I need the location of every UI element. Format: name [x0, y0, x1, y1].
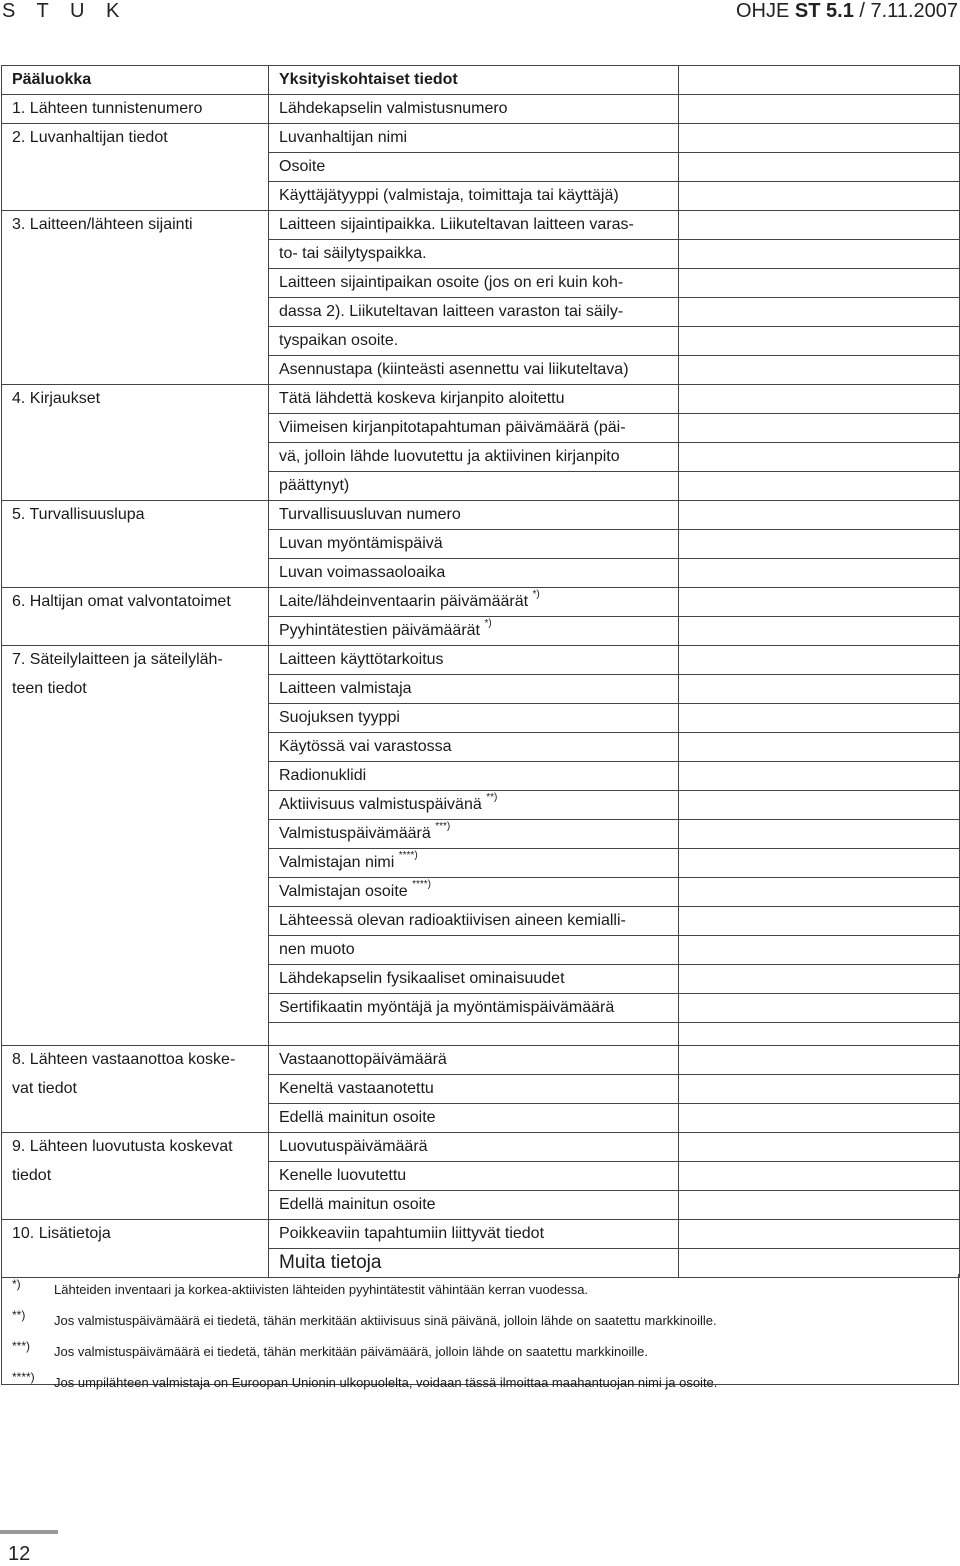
- main-class-cell: vat tiedot: [2, 1075, 269, 1104]
- detail-text: Edellä mainitun osoite: [279, 1196, 436, 1213]
- main-class-cell: [2, 907, 269, 936]
- blank-cell: [679, 820, 960, 849]
- table-row: [2, 530, 960, 559]
- table-row: [2, 733, 960, 762]
- detail-text: tyspaikan osoite.: [279, 332, 399, 349]
- main-class-cell: 9. Lähteen luovutusta koskevat: [2, 1133, 269, 1162]
- table-row: [2, 182, 960, 211]
- blank-cell: [679, 965, 960, 994]
- detail-text: päättynyt): [279, 477, 350, 494]
- main-class-cell: [2, 994, 269, 1023]
- spacer-cell: [269, 1023, 679, 1046]
- main-class-cell: [2, 559, 269, 588]
- main-class-cell: [2, 1191, 269, 1220]
- detail-cell: [269, 124, 679, 153]
- footnote-text: Lähteiden inventaari ja korkea-aktiivisten lähteiden pyyhintätestit vähintään kerran vuodessa.: [54, 1282, 589, 1297]
- blank-cell: [679, 936, 960, 965]
- table-row: [2, 356, 960, 385]
- main-class-cell: [2, 414, 269, 443]
- table-row: [2, 1133, 960, 1162]
- blank-cell: [679, 211, 960, 240]
- blank-cell: [679, 1046, 960, 1075]
- table-row: [2, 1162, 960, 1191]
- main-class-cell: 1. Lähteen tunnistenumero: [2, 95, 269, 124]
- main-class-cell: 7. Säteilylaitteen ja säteilyläh-: [2, 646, 269, 675]
- footnote-text: Jos valmistuspäivämäärä ei tiedetä, tähän merkitään päivämäärä, jolloin lähde on saatettu markkinoille.: [54, 1344, 648, 1359]
- detail-text: Lähteessä olevan radioaktiivisen aineen kemialli-: [279, 912, 626, 929]
- main-class-cell: teen tiedot: [2, 675, 269, 704]
- footnote-row: [2, 1367, 958, 1398]
- detail-cell: [269, 182, 679, 211]
- table-row: [2, 211, 960, 240]
- blank-cell: [679, 530, 960, 559]
- detail-text: vä, jolloin lähde luovutettu ja aktiivinen kirjanpito: [279, 448, 620, 465]
- detail-text: Laitteen valmistaja: [279, 680, 412, 697]
- table-row: [2, 240, 960, 269]
- footnote-row: [2, 1305, 958, 1336]
- table-row: [2, 820, 960, 849]
- detail-text: Luvanhaltijan nimi: [279, 129, 408, 146]
- main-class-cell: tiedot: [2, 1162, 269, 1191]
- footnote-ref: ****): [412, 879, 432, 890]
- blank-cell: [679, 356, 960, 385]
- blank-cell: [679, 501, 960, 530]
- detail-cell: [269, 791, 679, 820]
- main-class-cell: [2, 530, 269, 559]
- detail-cell: [269, 704, 679, 733]
- footnotes-table: [2, 1274, 958, 1398]
- footnote-ref: ****): [398, 850, 418, 861]
- blank-cell: [679, 298, 960, 327]
- main-class-cell: [2, 704, 269, 733]
- blank-cell: [679, 443, 960, 472]
- table-row: [2, 762, 960, 791]
- main-class-cell: [2, 849, 269, 878]
- footnote-text: Jos valmistuspäivämäärä ei tiedetä, tähän merkitään aktiivisuus sinä päivänä, jolloin lähde on saatettu markkinoille.: [54, 1313, 717, 1328]
- detail-cell: [269, 994, 679, 1023]
- table-row: [2, 878, 960, 907]
- table-row: [2, 385, 960, 414]
- footnote-mark: ***): [12, 1339, 31, 1353]
- table-row: [2, 907, 960, 936]
- blank-cell: [679, 907, 960, 936]
- detail-cell: [269, 878, 679, 907]
- table-row: [2, 588, 960, 617]
- main-class-cell: [2, 820, 269, 849]
- footnote-ref: ***): [435, 821, 451, 832]
- blank-cell: [679, 733, 960, 762]
- detail-text: Valmistuspäivämäärä: [279, 825, 431, 842]
- detail-text: Sertifikaatin myöntäjä ja myöntämispäivämäärä: [279, 999, 615, 1016]
- detail-text: Kenelle luovutettu: [279, 1167, 407, 1184]
- blank-cell: [679, 588, 960, 617]
- table-row: [2, 1191, 960, 1220]
- table-row: [2, 675, 960, 704]
- detail-cell: [269, 849, 679, 878]
- main-class-cell: [2, 762, 269, 791]
- main-class-cell: [2, 733, 269, 762]
- detail-text: Keneltä vastaanotettu: [279, 1080, 434, 1097]
- footnote-ref: *): [484, 618, 492, 629]
- detail-text: Vastaanottopäivämäärä: [279, 1051, 447, 1068]
- detail-cell: [269, 762, 679, 791]
- main-class-cell: [2, 878, 269, 907]
- table-row: [2, 849, 960, 878]
- detail-cell: [269, 472, 679, 501]
- detail-cell: [269, 1162, 679, 1191]
- table-row: [2, 1075, 960, 1104]
- table-row: [2, 153, 960, 182]
- detail-text: Valmistajan osoite: [279, 883, 408, 900]
- detail-cell: [269, 1104, 679, 1133]
- main-class-cell: [2, 1104, 269, 1133]
- detail-text: Poikkeaviin tapahtumiin liittyvät tiedot: [279, 1225, 545, 1242]
- table-row: [2, 95, 960, 124]
- section-spacer-row: [2, 1023, 960, 1046]
- detail-text: dassa 2). Liikuteltavan laitteen varaston tai säily-: [279, 303, 624, 320]
- table-row: [2, 501, 960, 530]
- blank-cell: [679, 878, 960, 907]
- footnote-row: [2, 1336, 958, 1367]
- blank-cell: [679, 1191, 960, 1220]
- detail-text: Radionuklidi: [279, 767, 367, 784]
- blank-cell: [679, 791, 960, 820]
- data-requirements-table: [1, 65, 960, 1278]
- detail-text: nen muoto: [279, 941, 355, 958]
- footnote-mark: ****): [12, 1370, 35, 1384]
- main-class-cell: [2, 153, 269, 182]
- detail-cell: [269, 1075, 679, 1104]
- blank-cell: [679, 1133, 960, 1162]
- detail-cell: [269, 936, 679, 965]
- footnotes-box: [1, 1274, 959, 1390]
- main-class-cell: [2, 936, 269, 965]
- detail-text: Edellä mainitun osoite: [279, 1109, 436, 1126]
- blank-cell: [679, 617, 960, 646]
- detail-text: Käyttäjätyyppi (valmistaja, toimittaja tai käyttäjä): [279, 187, 619, 204]
- table-row: [2, 269, 960, 298]
- table-row: [2, 791, 960, 820]
- detail-cell: [269, 269, 679, 298]
- blank-cell: [679, 153, 960, 182]
- table-row: [2, 1220, 960, 1249]
- detail-cell: [269, 1191, 679, 1220]
- detail-cell: [269, 675, 679, 704]
- blank-cell: [679, 1162, 960, 1191]
- detail-cell: [269, 617, 679, 646]
- detail-text: Laitteen sijaintipaikan osoite (jos on eri kuin koh-: [279, 274, 624, 291]
- detail-text: Laitteen käyttötarkoitus: [279, 651, 444, 668]
- detail-cell: [269, 240, 679, 269]
- main-class-cell: 3. Laitteen/lähteen sijainti: [2, 211, 269, 240]
- table-row: [2, 298, 960, 327]
- detail-text: Laite/lähdeinventaarin päivämäärät: [279, 593, 529, 610]
- detail-cell: [269, 588, 679, 617]
- detail-text: Aktiivisuus valmistuspäivänä: [279, 796, 482, 813]
- footnote-row: [2, 1274, 958, 1305]
- table-row: [2, 936, 960, 965]
- blank-cell: [679, 675, 960, 704]
- detail-text: Laitteen sijaintipaikka. Liikuteltavan laitteen varas-: [279, 216, 634, 233]
- main-class-cell: 5. Turvallisuuslupa: [2, 501, 269, 530]
- spacer-cell: [679, 1023, 960, 1046]
- detail-cell: [269, 965, 679, 994]
- blank-cell: [679, 472, 960, 501]
- blank-cell: [679, 124, 960, 153]
- detail-cell: [269, 646, 679, 675]
- table-row: [2, 472, 960, 501]
- main-class-cell: [2, 356, 269, 385]
- blank-cell: [679, 762, 960, 791]
- detail-cell: [269, 1220, 679, 1249]
- detail-cell: [269, 907, 679, 936]
- main-class-cell: [2, 965, 269, 994]
- table-row: [2, 443, 960, 472]
- detail-cell: [269, 153, 679, 182]
- blank-cell: [679, 327, 960, 356]
- detail-text: Osoite: [279, 158, 326, 175]
- blank-cell: [679, 559, 960, 588]
- detail-cell: [269, 559, 679, 588]
- detail-cell: [269, 530, 679, 559]
- main-class-cell: [2, 791, 269, 820]
- main-class-cell: [2, 472, 269, 501]
- table-row: [2, 414, 960, 443]
- main-class-cell: [2, 443, 269, 472]
- blank-cell: [679, 646, 960, 675]
- guide-date: / 7.11.2007: [859, 0, 958, 22]
- detail-text: Luvan myöntämispäivä: [279, 535, 443, 552]
- detail-text: Lähdekapselin valmistusnumero: [279, 100, 508, 117]
- blank-cell: [679, 182, 960, 211]
- detail-text: Luvan voimassaoloaika: [279, 564, 446, 581]
- table-header-row: [2, 66, 960, 95]
- detail-text: Luovutuspäivämäärä: [279, 1138, 428, 1155]
- blank-cell: [679, 994, 960, 1023]
- detail-text: Lähdekapselin fysikaaliset ominaisuudet: [279, 970, 565, 987]
- detail-text: to- tai säilytyspaikka.: [279, 245, 427, 262]
- detail-text: Suojuksen tyyppi: [279, 709, 400, 726]
- detail-cell: [269, 1046, 679, 1075]
- table-row: [2, 646, 960, 675]
- detail-cell: [269, 356, 679, 385]
- blank-cell: [679, 1075, 960, 1104]
- detail-cell: [269, 298, 679, 327]
- detail-cell: [269, 211, 679, 240]
- detail-cell: [269, 501, 679, 530]
- table-row: [2, 704, 960, 733]
- detail-text: Käytössä vai varastossa: [279, 738, 452, 755]
- detail-text: Tätä lähdettä koskeva kirjanpito aloitettu: [279, 390, 565, 407]
- main-class-cell: 4. Kirjaukset: [2, 385, 269, 414]
- guide-number: ST 5.1: [794, 0, 854, 22]
- detail-text: Valmistajan nimi: [279, 854, 395, 871]
- document-id: [736, 0, 958, 23]
- blank-cell: [679, 66, 960, 95]
- main-class-cell: [2, 327, 269, 356]
- detail-cell: [269, 385, 679, 414]
- document-series-label: S T U K: [2, 0, 128, 22]
- main-class-cell: [2, 182, 269, 211]
- page-number: 12: [8, 1543, 31, 1565]
- blank-cell: [679, 385, 960, 414]
- col-header-main-class: Pääluokka: [2, 66, 269, 95]
- blank-cell: [679, 1220, 960, 1249]
- detail-text: Muita tietoja: [279, 1252, 382, 1273]
- blank-cell: [679, 704, 960, 733]
- detail-text: Turvallisuusluvan numero: [279, 506, 461, 523]
- main-class-cell: 6. Haltijan omat valvontatoimet: [2, 588, 269, 617]
- footnote-mark: **): [12, 1308, 26, 1322]
- footnote-ref: *): [532, 589, 540, 600]
- table-row: [2, 327, 960, 356]
- blank-cell: [679, 95, 960, 124]
- footnote-ref: **): [486, 792, 498, 803]
- main-class-cell: [2, 298, 269, 327]
- main-class-cell: 10. Lisätietoja: [2, 1220, 269, 1249]
- page-number-bar: [0, 1530, 58, 1534]
- footnote-mark: *): [12, 1277, 21, 1291]
- detail-cell: [269, 820, 679, 849]
- detail-text: Pyyhintätestien päivämäärät: [279, 622, 480, 639]
- detail-text: Viimeisen kirjanpitotapahtuman päivämäärä (päi-: [279, 419, 626, 436]
- main-class-cell: 2. Luvanhaltijan tiedot: [2, 124, 269, 153]
- table-row: [2, 559, 960, 588]
- detail-cell: [269, 95, 679, 124]
- blank-cell: [679, 269, 960, 298]
- table-row: [2, 1046, 960, 1075]
- table-row: [2, 994, 960, 1023]
- main-class-cell: [2, 240, 269, 269]
- main-class-cell: 8. Lähteen vastaanottoa koske-: [2, 1046, 269, 1075]
- footnote-text: Jos umpilähteen valmistaja on Euroopan Unionin ulkopuolelta, voidaan tässä ilmoittaa maahantuojan nimi ja osoite.: [54, 1375, 718, 1390]
- detail-text: Asennustapa (kiinteästi asennettu vai liikuteltava): [279, 361, 629, 378]
- blank-cell: [679, 240, 960, 269]
- main-class-cell: [2, 617, 269, 646]
- detail-cell: [269, 443, 679, 472]
- blank-cell: [679, 414, 960, 443]
- detail-cell: [269, 1133, 679, 1162]
- spacer-cell: [2, 1023, 269, 1046]
- col-header-details: Yksityiskohtaiset tiedot: [269, 66, 679, 95]
- detail-cell: [269, 733, 679, 762]
- main-class-cell: [2, 269, 269, 298]
- table-row: [2, 617, 960, 646]
- table-row: [2, 965, 960, 994]
- guide-label: OHJE: [736, 0, 790, 22]
- table-row: [2, 124, 960, 153]
- blank-cell: [679, 1104, 960, 1133]
- blank-cell: [679, 849, 960, 878]
- table-row: [2, 1104, 960, 1133]
- detail-cell: [269, 414, 679, 443]
- detail-cell: [269, 327, 679, 356]
